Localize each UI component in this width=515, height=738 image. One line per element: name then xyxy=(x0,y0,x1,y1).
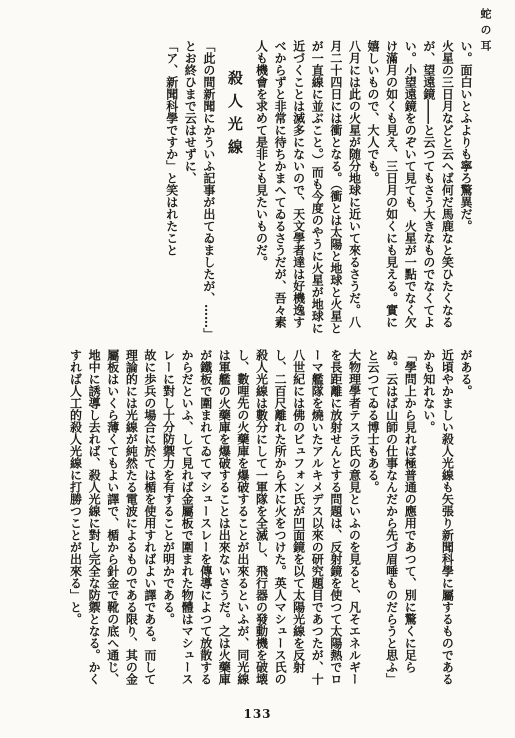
paragraph: 「此の間新聞にかういふ記事が出てゐましたが、……」とお終ひまで云はせずに、 xyxy=(183,40,216,334)
paragraph: い。面白いとふよりも寧ろ驚異だ。 xyxy=(459,40,473,232)
paragraph: 近頃やかましい殺人光線も矢張り新聞科學に屬するものであるかも知れない。 xyxy=(421,349,455,685)
section-heading: 殺人光線 xyxy=(225,70,244,162)
paragraph: 「ア、新聞科學ですか」と笑はれたこと xyxy=(164,40,179,256)
running-head: 蛇の耳 xyxy=(479,8,492,56)
upper-text-block xyxy=(23,40,475,336)
paragraph: 八月には此の火星が随分地球に近いて來るさうだ。八月二十四日には衝となる。（衝とは太陽と地球と火星とが一直線に並ぶこと。）而も今度のやうに火星が地球に近づくことは滅多にないので、天文學者達は好機逸すべからずと非常に待ちかまへてゐるさうだが、吾々素人も機會を求めて是非とも見たいものだ。 xyxy=(254,40,362,334)
page-number: 133 xyxy=(243,707,272,721)
paragraph: 大物理學者テスラ氏の意見といふのを見ると、凡そエネルギーを長距離に放射せんとする問題は、反射鏡を使つて太陽熱でローマ艦隊を燒いたアルキメデス以來の研究題目であつたが、十八世紀には佛のビュフォン氏が凹面鏡を以て太陽光線を反射し、二百尺離れた所から木に火をつけた。英人マシュース氏の殺人光線は數分にして一軍隊を全滅し、飛行器の發動機を破壊し、數哩先の火藥庫を爆破することが出來るといふが、同光線は軍艦の火藥庫を爆破することは出來ないさうだ。之は火藥庫が鐵板で圍まれてゐてマシュースレーを傳導によつて放散するからだといふ、して見れば金屬板で圍まれた物體はマシュースレーに對し十分防禦力を有することが明かである。 xyxy=(161,349,362,685)
paragraph: 火星の三日月などと云へば何だ馬鹿なと笑ひたくなるが、望遠鏡――と云つてもさう大きなものでなくてよい。小望遠鏡をのぞいて見ても、火星が一點でなく欠け滿月の如くも見え、三日月の如くにも見える。實に嬉しいもので、大人でも。 xyxy=(366,40,455,328)
lower-text-block xyxy=(23,349,475,693)
paragraph: 故に歩兵の場合に於ては楯を使用すればよい譯である。而して理論的には光線が純然たる電波によるものである限り、其の金屬板はいくら薄くてもよい譯で、楯から針金で靴の底へ通じ、地中に誘導し去れば、殺人光線に對し完全な防禦となる。かくすれば人工的殺人光線に打勝つことが出來る」と。 xyxy=(68,349,157,685)
paragraph: 「學問上から見れば極普通の應用であつて、別に驚くに足らぬ。云はば山師の仕事なんだから先づ眉唾ものだらうと思ふ」と云つてゐる博士もある。 xyxy=(366,349,418,685)
paragraph: がある。 xyxy=(459,349,473,397)
